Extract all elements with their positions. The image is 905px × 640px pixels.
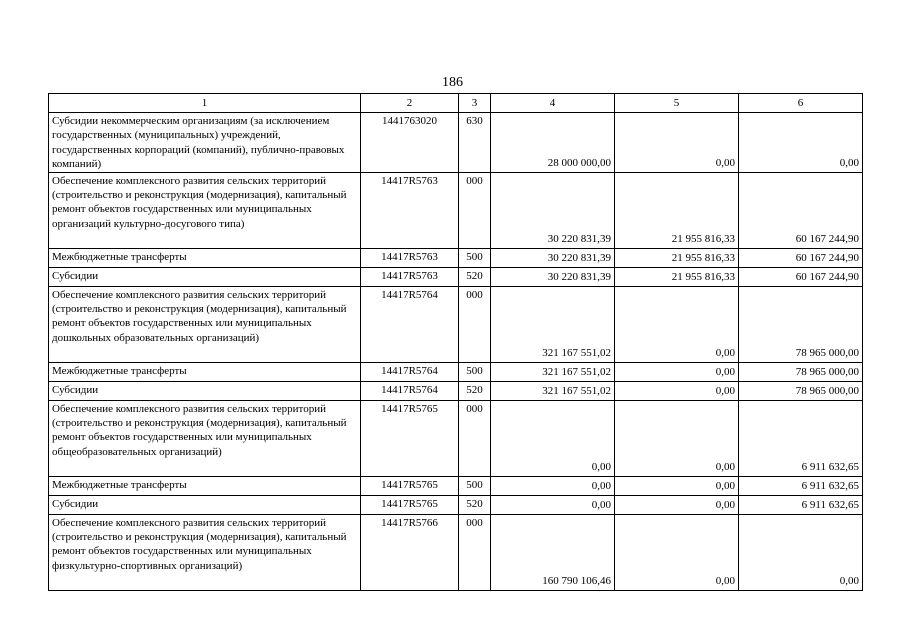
row-amount-2: 0,00 — [615, 476, 739, 495]
row-name: Субсидии — [49, 267, 361, 286]
row-expense-type: 000 — [459, 400, 491, 476]
row-expense-type: 000 — [459, 172, 491, 248]
table-row — [49, 286, 863, 362]
table-row — [49, 172, 863, 248]
row-target-code: 14417R5765 — [361, 476, 459, 495]
row-amount-2: 0,00 — [615, 362, 739, 381]
budget-table — [48, 93, 863, 591]
row-expense-type: 520 — [459, 381, 491, 400]
table-row — [49, 381, 863, 400]
row-amount-1: 321 167 551,02 — [491, 362, 615, 381]
row-amount-1: 0,00 — [491, 476, 615, 495]
table-row — [49, 248, 863, 267]
row-amount-3: 60 167 244,90 — [739, 248, 863, 267]
row-expense-type: 520 — [459, 495, 491, 514]
page-number: 186 — [442, 75, 463, 90]
row-expense-type: 630 — [459, 113, 491, 173]
row-target-code: 14417R5765 — [361, 400, 459, 476]
row-amount-3: 60 167 244,90 — [739, 172, 863, 248]
row-name: Субсидии некоммерческим организациям (за исключением государственных (муниципальных) учреждений, государственных корпораций (компаний), публично-правовых компаний) — [49, 113, 361, 173]
row-amount-3: 78 965 000,00 — [739, 381, 863, 400]
table-row — [49, 495, 863, 514]
row-amount-2: 0,00 — [615, 400, 739, 476]
row-target-code: 14417R5764 — [361, 362, 459, 381]
row-amount-3: 6 911 632,65 — [739, 476, 863, 495]
row-amount-2: 0,00 — [615, 113, 739, 173]
row-target-code: 14417R5763 — [361, 248, 459, 267]
table-row — [49, 476, 863, 495]
column-header-1: 1 — [49, 94, 361, 113]
row-target-code: 14417R5763 — [361, 267, 459, 286]
row-expense-type: 500 — [459, 248, 491, 267]
row-amount-2: 21 955 816,33 — [615, 248, 739, 267]
row-amount-1: 0,00 — [491, 495, 615, 514]
row-amount-2: 21 955 816,33 — [615, 172, 739, 248]
row-amount-2: 0,00 — [615, 381, 739, 400]
row-name: Межбюджетные трансферты — [49, 248, 361, 267]
row-amount-1: 0,00 — [491, 400, 615, 476]
row-name: Обеспечение комплексного развития сельских территорий (строительство и реконструкция (модернизация), капитальный ремонт объектов государственных или муниципальных дошкольных образовательных организаций) — [49, 286, 361, 362]
column-header-4: 4 — [491, 94, 615, 113]
row-amount-3: 6 911 632,65 — [739, 400, 863, 476]
row-expense-type: 000 — [459, 286, 491, 362]
table-row — [49, 514, 863, 590]
table-row — [49, 400, 863, 476]
row-amount-2: 21 955 816,33 — [615, 267, 739, 286]
row-expense-type: 500 — [459, 362, 491, 381]
row-name: Обеспечение комплексного развития сельских территорий (строительство и реконструкция (модернизация), капитальный ремонт объектов государственных или муниципальных общеобразовательных организаций) — [49, 400, 361, 476]
row-amount-1: 30 220 831,39 — [491, 248, 615, 267]
column-header-3: 3 — [459, 94, 491, 113]
row-expense-type: 520 — [459, 267, 491, 286]
row-amount-3: 60 167 244,90 — [739, 267, 863, 286]
row-name: Межбюджетные трансферты — [49, 362, 361, 381]
row-amount-1: 321 167 551,02 — [491, 286, 615, 362]
row-amount-2: 0,00 — [615, 495, 739, 514]
row-amount-2: 0,00 — [615, 514, 739, 590]
row-name: Субсидии — [49, 381, 361, 400]
row-target-code: 14417R5765 — [361, 495, 459, 514]
row-target-code: 14417R5766 — [361, 514, 459, 590]
row-amount-3: 78 965 000,00 — [739, 362, 863, 381]
row-target-code: 14417R5764 — [361, 381, 459, 400]
row-target-code: 14417R5764 — [361, 286, 459, 362]
row-target-code: 14417R5763 — [361, 172, 459, 248]
table-row — [49, 362, 863, 381]
row-amount-1: 160 790 106,46 — [491, 514, 615, 590]
row-target-code: 1441763020 — [361, 113, 459, 173]
row-name: Межбюджетные трансферты — [49, 476, 361, 495]
row-amount-1: 321 167 551,02 — [491, 381, 615, 400]
row-name: Обеспечение комплексного развития сельских территорий (строительство и реконструкция (модернизация), капитальный ремонт объектов государственных или муниципальных организаций культурно-досугового типа) — [49, 172, 361, 248]
row-amount-3: 78 965 000,00 — [739, 286, 863, 362]
row-amount-3: 0,00 — [739, 514, 863, 590]
row-amount-1: 28 000 000,00 — [491, 113, 615, 173]
row-expense-type: 000 — [459, 514, 491, 590]
row-expense-type: 500 — [459, 476, 491, 495]
table-row — [49, 267, 863, 286]
row-name: Субсидии — [49, 495, 361, 514]
table-row — [49, 113, 863, 173]
row-amount-1: 30 220 831,39 — [491, 172, 615, 248]
row-amount-1: 30 220 831,39 — [491, 267, 615, 286]
table-header-row — [49, 94, 863, 113]
row-amount-2: 0,00 — [615, 286, 739, 362]
row-amount-3: 6 911 632,65 — [739, 495, 863, 514]
column-header-2: 2 — [361, 94, 459, 113]
row-name: Обеспечение комплексного развития сельских территорий (строительство и реконструкция (модернизация), капитальный ремонт объектов государственных или муниципальных физкультурно-спортивных организаций) — [49, 514, 361, 590]
column-header-6: 6 — [739, 94, 863, 113]
column-header-5: 5 — [615, 94, 739, 113]
row-amount-3: 0,00 — [739, 113, 863, 173]
